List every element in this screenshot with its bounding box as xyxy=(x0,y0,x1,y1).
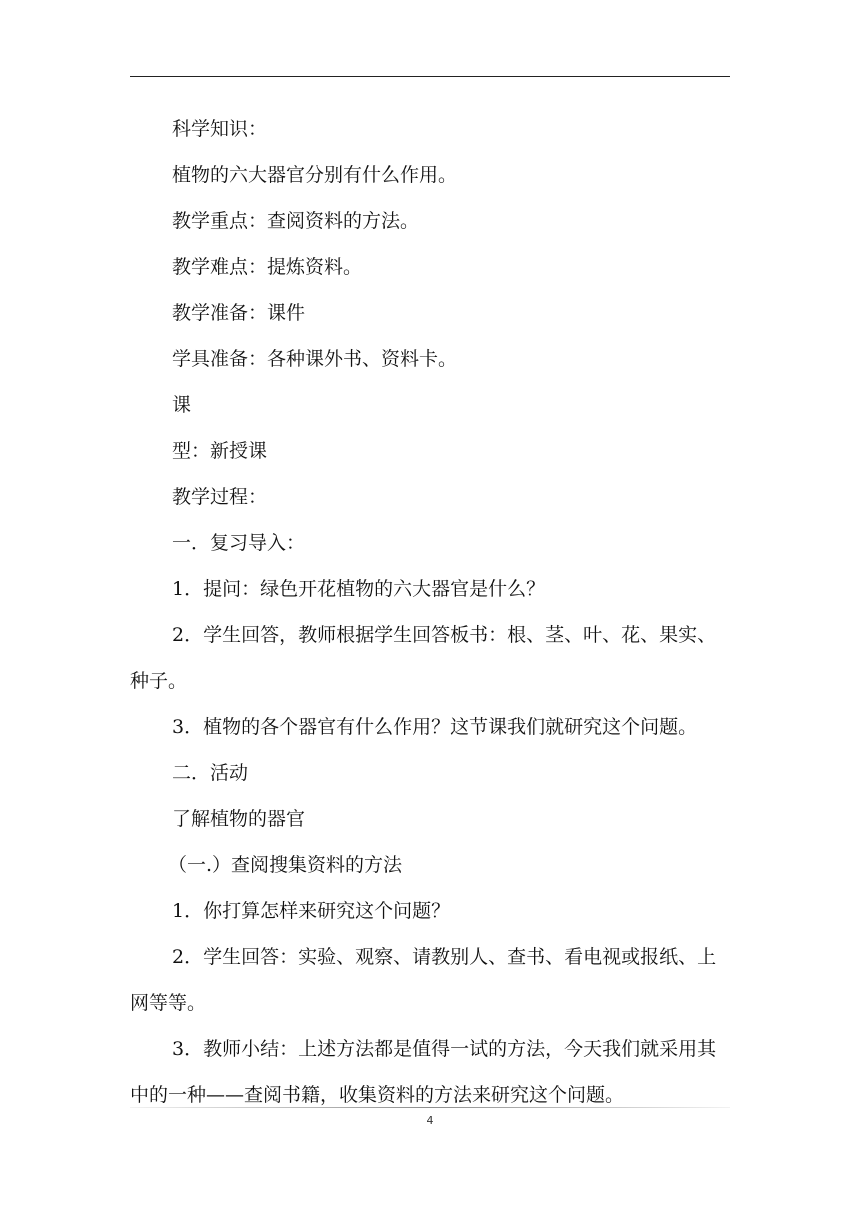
paragraph: 二．活动 xyxy=(172,762,249,784)
paragraph: （一.）查阅搜集资料的方法 xyxy=(168,854,403,876)
document-body xyxy=(130,106,730,1118)
paragraph: 教学难点：提炼资料。 xyxy=(172,256,363,278)
paragraph: 教学重点：查阅资料的方法。 xyxy=(172,210,420,232)
footer-rule xyxy=(130,1107,730,1108)
paragraph: 型：新授课 xyxy=(172,440,268,462)
paragraph: 2．学生回答：实验、观察、请教别人、查书、看电视或报纸、上网等等。 xyxy=(130,946,717,1014)
header-rule xyxy=(130,76,730,77)
paragraph: 学具准备：各种课外书、资料卡。 xyxy=(172,348,458,370)
paragraph: 课 xyxy=(172,394,192,416)
paragraph: 科学知识： xyxy=(172,118,268,140)
paragraph: 教学过程： xyxy=(172,486,268,508)
paragraph: 1．提问：绿色开花植物的六大器官是什么？ xyxy=(172,578,546,600)
paragraph: 一．复习导入： xyxy=(172,532,306,554)
paragraph: 植物的六大器官分别有什么作用。 xyxy=(172,164,458,186)
paragraph: 1．你打算怎样来研究这个问题？ xyxy=(172,900,451,922)
paragraph: 3．教师小结：上述方法都是值得一试的方法，今天我们就采用其中的一种——查阅书籍，收集资料的方法来研究这个问题。 xyxy=(130,1038,717,1106)
paragraph: 了解植物的器官 xyxy=(172,808,306,830)
page-number: 4 xyxy=(426,1114,434,1127)
paragraph: 2．学生回答，教师根据学生回答板书：根、茎、叶、花、果实、种子。 xyxy=(130,624,717,692)
paragraph: 教学准备：课件 xyxy=(172,302,306,324)
paragraph: 3．植物的各个器官有什么作用？这节课我们就研究这个问题。 xyxy=(172,716,698,738)
